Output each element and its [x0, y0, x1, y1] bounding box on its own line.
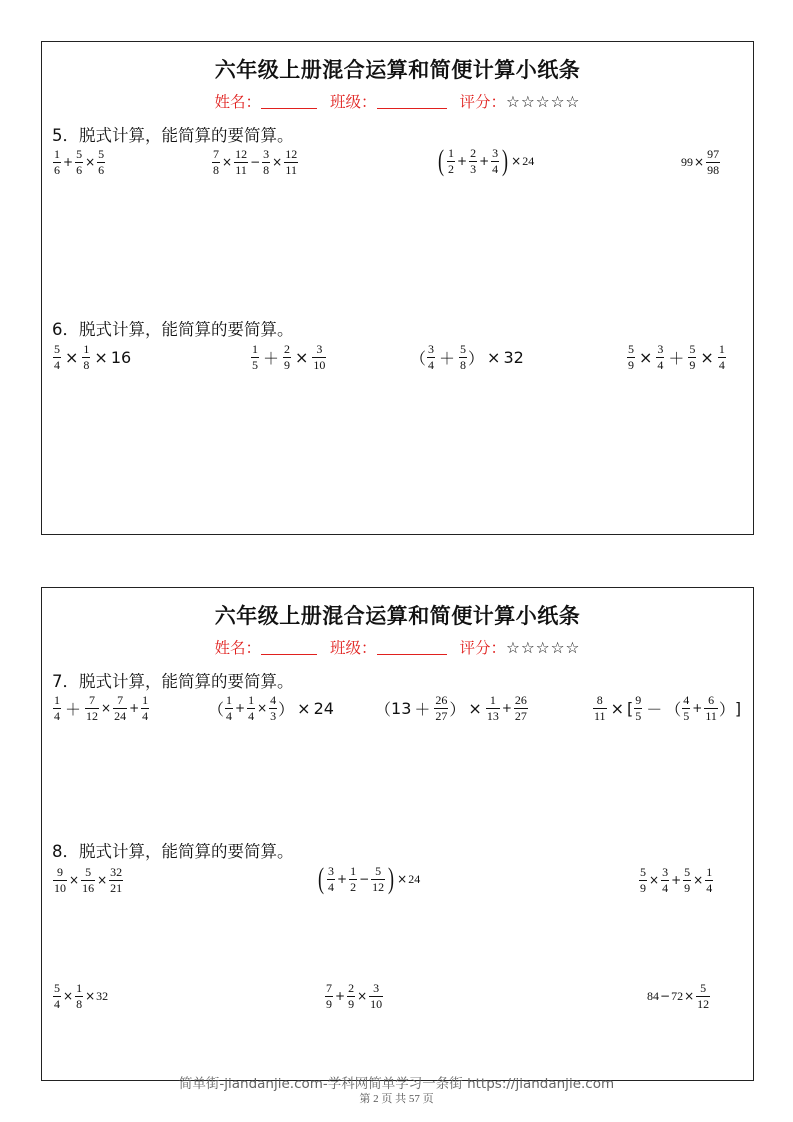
sheet-title: 六年级上册混合运算和简便计算小纸条 [214, 58, 581, 82]
student-info [42, 636, 753, 658]
class-label: 班级： [330, 93, 377, 111]
footer-watermark: 简单街-jiandanjie.com-学科网简单学习一条街 https://jiandanjie.com [178, 1076, 615, 1092]
name-label: 姓名： [214, 93, 262, 111]
expr-7-2: （ $\frac{1}{4}$ + $\frac{1}{4}$ × $\frac{4}{3}$ ） × 24 [208, 693, 334, 723]
expr-6-4: $\frac{5}{9}$ × $\frac{3}{4}$ ＋ $\frac{5}{9}$ × $\frac{1}{4}$ [628, 342, 725, 372]
expr-7-4: $\frac{8}{11}$ × [ $\frac{9}{5}$ － （ $\frac{4}{5}$ + $\frac{6}{11}$ ） ] [594, 693, 742, 723]
score-stars: ☆☆☆☆☆ [505, 93, 581, 111]
expr-6-3: （ $\frac{3}{4}$ ＋ $\frac{5}{8}$ ） × 32 [410, 342, 524, 372]
expr-8-5: $\frac{7}{9}$ + $\frac{2}{9}$ × $\frac{3}{10}$ [326, 981, 383, 1011]
question-7-heading: 7．脱式计算，能简算的要简算。 [52, 672, 294, 691]
name-blank[interactable] [261, 640, 317, 655]
question-6-heading: 6．脱式计算，能简算的要简算。 [52, 320, 294, 339]
expr-5-4: 99 × $\frac{97}{98}$ [681, 147, 720, 177]
expr-8-6: 84 − 72 × $\frac{5}{12}$ [647, 981, 710, 1011]
expr-8-4: $\frac{5}{4}$ × $\frac{1}{8}$ × 32 [54, 981, 109, 1011]
worksheet-1 [41, 41, 754, 535]
name-label: 姓名： [214, 639, 262, 657]
expr-7-1: $\frac{1}{4}$ ＋ $\frac{7}{12}$ × $\frac{7}{24}$ + $\frac{1}{4}$ [54, 693, 149, 723]
expr-5-1: $\frac{1}{6}$ + $\frac{5}{6}$ × $\frac{5}{6}$ [54, 147, 105, 177]
score-label: 评分： [459, 639, 506, 657]
class-blank[interactable] [377, 640, 447, 655]
class-label: 班级： [330, 639, 377, 657]
worksheet-2 [41, 587, 754, 1081]
expr-6-1: $\frac{5}{4}$ × $\frac{1}{8}$ × 16 [54, 342, 132, 372]
question-8-heading: 8．脱式计算，能简算的要简算。 [52, 842, 294, 861]
expr-8-1: $\frac{9}{10}$ × $\frac{5}{16}$ × $\frac{32}{21}$ [54, 865, 123, 895]
name-blank[interactable] [261, 94, 317, 109]
sheet-title: 六年级上册混合运算和简便计算小纸条 [214, 604, 581, 628]
expr-5-3: ( $\frac{1}{2}$ + $\frac{2}{3}$ + $\frac{3}{4}$ ) × 24 [438, 144, 535, 177]
fraction: $\frac{5}{6}$ [98, 147, 105, 177]
fraction: $\frac{5}{6}$ [76, 147, 83, 177]
student-info [42, 90, 753, 112]
page-number: 第 2 页 共 57 页 [359, 1093, 434, 1105]
expr-5-2: $\frac{7}{8}$ × $\frac{12}{11}$ − $\frac{3}{8}$ × $\frac{12}{11}$ [213, 147, 298, 177]
expr-8-2: ( $\frac{3}{4}$ + $\frac{1}{2}$ − $\frac{5}{12}$ ) × 24 [318, 862, 421, 895]
expr-6-2: $\frac{1}{5}$ ＋ $\frac{2}{9}$ × $\frac{3}{10}$ [252, 342, 326, 372]
expr-7-3: （ 13 ＋ $\frac{26}{27}$ ） × $\frac{1}{13}$ + $\frac{26}{27}$ [375, 693, 527, 723]
expr-8-3: $\frac{5}{9}$ × $\frac{3}{4}$ + $\frac{5}{9}$ × $\frac{1}{4}$ [640, 865, 713, 895]
class-blank[interactable] [377, 94, 447, 109]
question-5-heading: 5．脱式计算，能简算的要简算。 [52, 126, 294, 145]
score-label: 评分： [459, 93, 506, 111]
score-stars: ☆☆☆☆☆ [505, 639, 581, 657]
fraction: $\frac{1}{6}$ [54, 147, 60, 177]
